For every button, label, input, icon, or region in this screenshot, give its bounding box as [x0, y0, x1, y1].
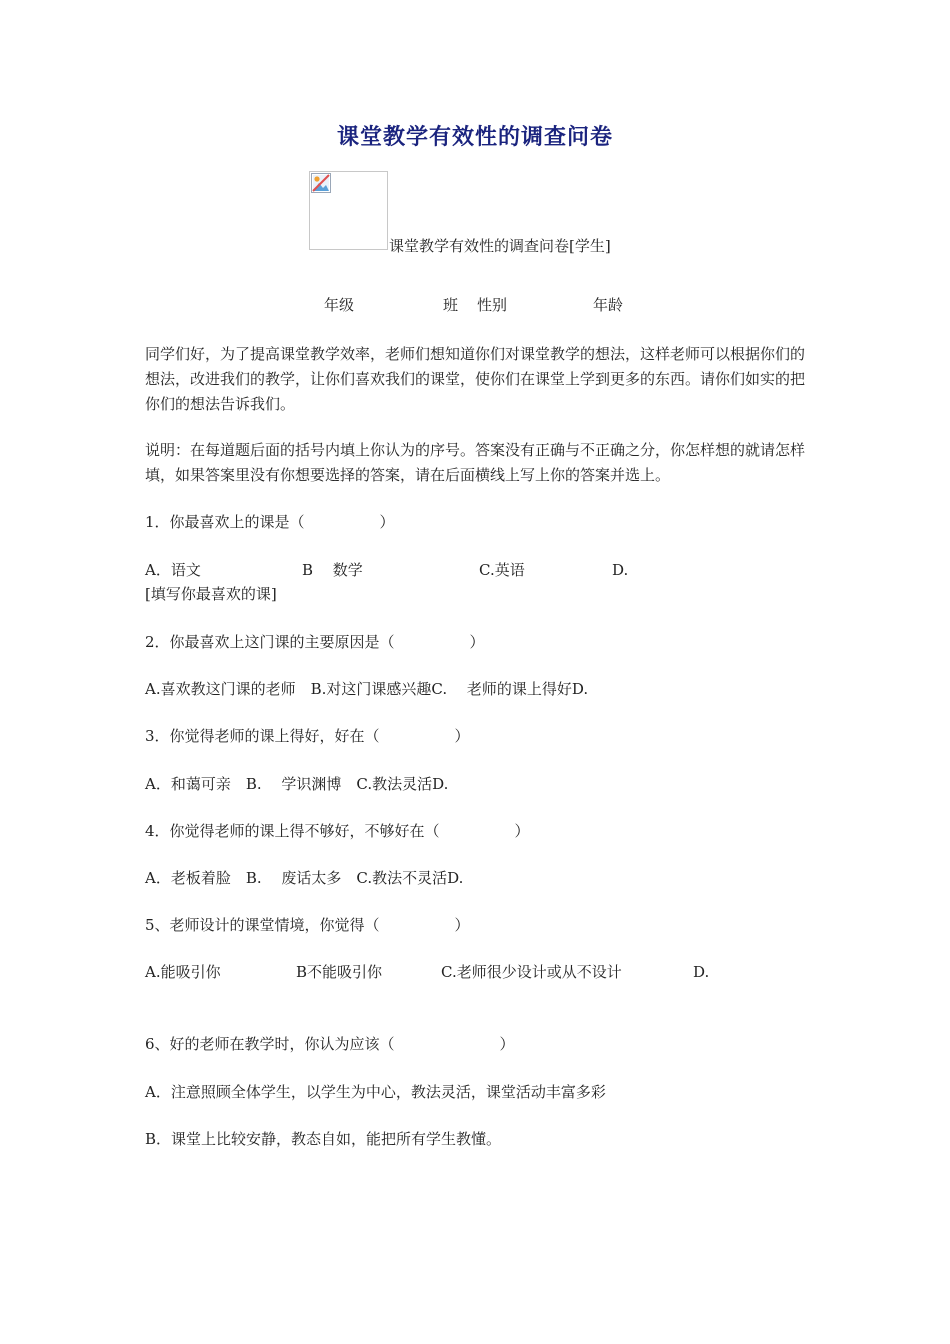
q1-option-c: C.英语	[479, 561, 525, 579]
question-2: 2．你最喜欢上这门课的主要原因是（ ）	[145, 633, 485, 651]
question-3: 3．你觉得老师的课上得好，好在（ ）	[145, 727, 470, 745]
intro-paragraph: 同学们好，为了提高课堂教学效率，老师们想知道你们对课堂教学的想法，这样老师可以根据你们的想法，改进我们的教学，让你们喜欢我们的课堂，使你们在课堂上学到更多的东西。请你们如实的把你们的想法告诉我们。	[145, 345, 806, 413]
gender-label: 性别	[477, 296, 508, 314]
q1-option-d: D.	[612, 561, 629, 579]
document-title: 课堂教学有效性的调查问卷	[336, 125, 613, 150]
question-1: 1．你最喜欢上的课是（ ）	[145, 513, 395, 531]
class-label: 班	[443, 296, 459, 314]
image-caption: 课堂教学有效性的调查问卷[学生]	[389, 237, 611, 255]
instructions-paragraph: 说明：在每道题后面的括号内填上你认为的序号。答案没有正确与不正确之分，你怎样想的就请怎样填，如果答案里没有你想要选择的答案，请在后面横线上写上你的答案并选上。	[145, 441, 806, 484]
question-5: 5、老师设计的课堂情境，你觉得（ ）	[145, 916, 470, 934]
broken-image-icon	[311, 173, 331, 193]
q5-option-c: C.老师很少设计或从不设计	[441, 963, 622, 981]
q1-option-a: A．语文	[145, 561, 201, 579]
grade-label: 年级	[324, 296, 355, 314]
q4-options: A．老板着脸 B. 废话太多 C.教法不灵活D.	[145, 869, 464, 887]
q6-option-b: B．课堂上比较安静，教态自如，能把所有学生教懂。	[145, 1130, 502, 1148]
q2-options: A.喜欢教这门课的老师 B.对这门课感兴趣C. 老师的课上得好D.	[145, 680, 589, 698]
age-label: 年龄	[593, 296, 624, 314]
q6-option-a: A．注意照顾全体学生，以学生为中心，教法灵活，课堂活动丰富多彩	[145, 1083, 606, 1101]
q5-option-a: A.能吸引你	[145, 963, 221, 981]
q1-fill-in-hint: [填写你最喜欢的课]	[145, 585, 277, 603]
q5-option-b: B不能吸引你	[296, 963, 383, 981]
question-6: 6、好的老师在教学时，你认为应该（ ）	[145, 1035, 515, 1053]
question-4: 4．你觉得老师的课上得不够好，不够好在（ ）	[145, 822, 530, 840]
q3-options: A．和蔼可亲 B. 学识渊博 C.教法灵活D.	[145, 775, 449, 793]
broken-image-placeholder	[309, 171, 388, 250]
q5-option-d: D.	[693, 963, 710, 981]
q1-option-b: B 数学	[302, 561, 363, 579]
